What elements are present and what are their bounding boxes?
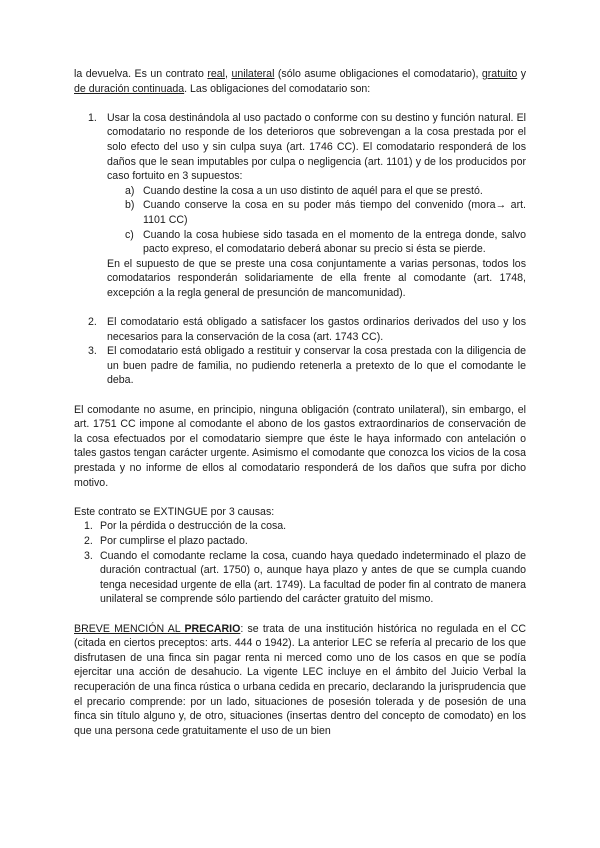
item-text: Cuando el comodante reclame la cosa, cuando haya quedado indeterminado el plazo de duración contractual (art. 1750) o, aunque haya plazo y antes de que se cumpla cuando tenga necesidad urgente de ella (art. 1749). La facultad de poder fin al contrato de manera unilateral se comprende sólo partiendo del carácter gratuito del mismo. <box>100 549 526 606</box>
item-text: El comodatario está obligado a restituir y conservar la cosa prestada con la diligencia de un buen padre de familia, no pudiendo retenerla a pretexto de lo que el comodante le deba. <box>107 345 526 387</box>
intro-paragraph <box>74 67 526 96</box>
term-unilateral: unilateral <box>231 68 275 80</box>
item-text: Usar la cosa destinándola al uso pactado o conforme con su destino y función natural. El comodatario no responde de los deterioros que sobrevengan a la cosa prestada por el solo efecto del uso y sin culpa suya (art. 1746 CC). El comodatario responderá de los daños que le sean imputables por culpa o negligencia (art. 1101) y de los producidos por caso fortuito en 3 supuestos: <box>107 111 526 183</box>
item-text: Por cumplirse el plazo pactado. <box>100 535 248 547</box>
term-gratuito: gratuito <box>481 68 518 80</box>
sub-item-letter: b) <box>125 199 135 212</box>
item-followup-text: En el supuesto de que se preste una cosa conjuntamente a varias personas, todos los comodatarios responderán solidariamente de ella frente al comodante (art. 1748, excepción a la regla general de presunción de mancomunidad). <box>107 257 526 299</box>
extinction-intro: Este contrato se EXTINGUE por 3 causas: <box>74 505 275 518</box>
list-item <box>74 534 526 549</box>
item-number: 1. <box>88 111 97 124</box>
list-item <box>74 519 526 534</box>
item-number: 3. <box>84 549 93 562</box>
precario-heading <box>74 623 240 635</box>
extinction-list <box>74 519 526 607</box>
sub-list-item <box>107 198 526 227</box>
intro-text: la devuelva. Es un contrato <box>74 68 208 80</box>
item-number: 3. <box>88 345 97 358</box>
sub-item-letter: c) <box>125 228 134 241</box>
intro-text: (sólo asume obligaciones el comodatario), <box>274 68 482 80</box>
item-text: El comodatario está obligado a satisfacer los gastos ordinarios derivados del uso y los necesarios para la conservación de la cosa (art. 1743 CC). <box>107 316 526 343</box>
item-number: 2. <box>84 535 93 547</box>
item-number: 2. <box>88 316 97 329</box>
precario-paragraph <box>74 622 526 739</box>
sub-list-item <box>107 184 526 199</box>
list-item <box>74 111 526 301</box>
term-real: real <box>207 68 226 80</box>
sub-list-item <box>107 228 526 257</box>
item-number: 1. <box>84 520 93 533</box>
list-item <box>74 344 526 388</box>
sub-item-text: Cuando destine la cosa a un uso distinto de aquél para el que se prestó. <box>143 184 483 197</box>
precario-text: : se trata de una institución histórica no regulada en el CC (citada en ciertos preceptos: arts. 444 o 1942). La anterior LEC se refería al precario de los que disfrutasen de una finca sin pagar renta ni merced como uno de los casos en que se podía ejercitar una acción de desahucio. La vigente LEC incluye en el ámbito del Juicio Verbal la recuperación de una finca rústica o urbana cedida en precario, declarando la jurisprudencia que el precario comprende: por un lado, situaciones de posesión tolerada y de posesión de una finca sin título alguno y, de otro, situaciones (insertas dentro del concepto de comodato) en los que una persona cede gratuitamente el uso de un bien <box>74 622 526 737</box>
comodante-paragraph: El comodante no asume, en principio, ninguna obligación (contrato unilateral), sin embargo, el art. 1751 CC impone al comodante el abono de los gastos extraordinarios de conservación de la cosa efectuados por el comodatario siempre que éste le haya informado con antelación o tales gastos tengan carácter urgente. Asimismo el comodante que conozca los vicios de la cosa prestada y no informe de ellos al comodatario responderá de los daños que sufra por dicho motivo. <box>74 403 526 489</box>
list-item <box>74 549 526 607</box>
item-text: Por la pérdida o destrucción de la cosa. <box>100 520 287 533</box>
sub-list <box>107 184 526 257</box>
intro-text: y <box>517 68 526 80</box>
precario-heading-bold: PRECARIO <box>184 622 241 635</box>
intro-text: . Las obligaciones del comodatario son: <box>184 82 371 95</box>
term-duracion: de duración continuada <box>74 82 185 95</box>
sub-item-text: Cuando conserve la cosa en su poder más tiempo del convenido (mora→ art. 1101 CC) <box>143 199 526 226</box>
sub-item-letter: a) <box>125 184 135 197</box>
precario-heading-prefix: BREVE MENCIÓN AL <box>74 622 185 635</box>
list-item <box>74 315 526 344</box>
intro-text: , <box>225 68 232 80</box>
sub-item-text: Cuando la cosa hubiese sido tasada en el momento de la entrega donde, salvo pacto expreso, el comodatario deberá abonar su precio si ésta se pierde. <box>143 228 526 256</box>
obligations-list <box>74 111 526 388</box>
